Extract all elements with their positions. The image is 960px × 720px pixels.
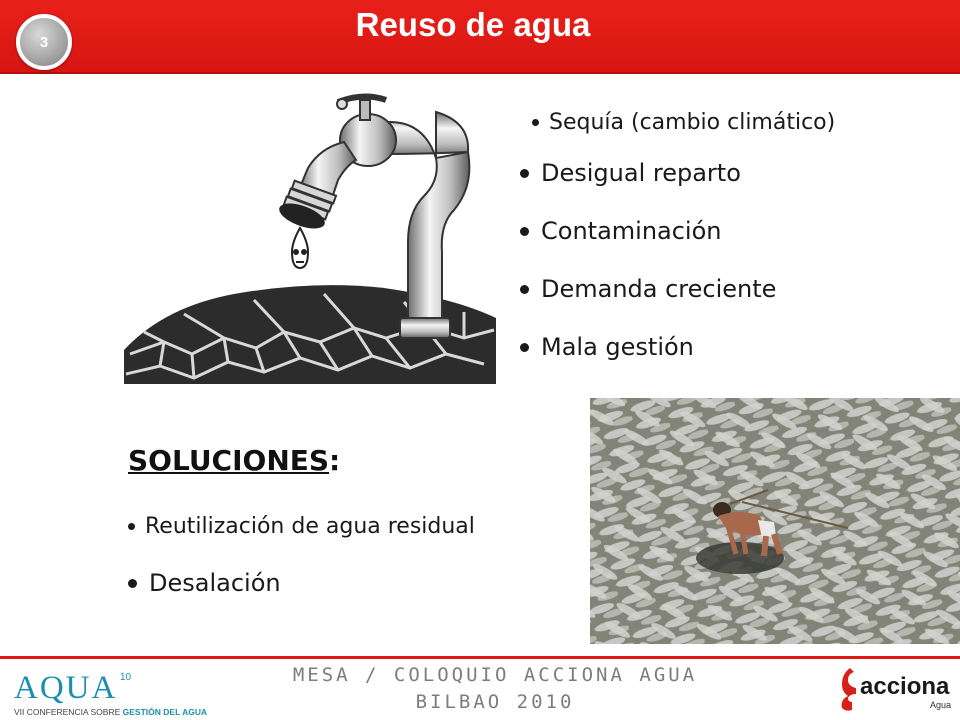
aqua-superscript: 10 xyxy=(120,672,132,683)
aqua-logo xyxy=(12,666,212,720)
list-item xyxy=(520,260,940,318)
footer-caption xyxy=(260,662,730,716)
bullet-icon xyxy=(128,579,137,588)
list-item-label: Desigual reparto xyxy=(541,159,741,187)
page-number-badge: 3 xyxy=(16,14,72,70)
list-item-label: Contaminación xyxy=(541,217,722,245)
list-item xyxy=(128,548,558,616)
list-item-label: Sequía (cambio climático) xyxy=(549,109,836,135)
solutions-heading-text: SOLUCIONES xyxy=(128,444,330,477)
header-bar xyxy=(0,0,960,74)
solutions-heading xyxy=(128,444,340,477)
list-item-label: Desalación xyxy=(149,569,281,597)
list-item xyxy=(128,504,558,548)
bullet-icon xyxy=(520,227,529,236)
acciona-wordmark: acciona xyxy=(860,673,950,700)
footer-line-2: BILBAO 2010 xyxy=(415,691,575,713)
acciona-mark-icon xyxy=(842,668,856,711)
list-item xyxy=(520,318,940,376)
acciona-subtitle: Agua xyxy=(930,700,952,710)
faucet-illustration xyxy=(124,92,496,384)
slide-title: Reuso de agua xyxy=(355,6,591,43)
solutions-list xyxy=(128,504,558,616)
footer-divider xyxy=(0,656,960,659)
list-item xyxy=(520,100,940,144)
list-item-label: Mala gestión xyxy=(541,333,694,361)
list-item-label: Demanda creciente xyxy=(541,275,777,303)
aqua-subtitle: VII CONFERENCIA SOBRE GESTIÓN DEL AGUA xyxy=(14,707,208,717)
list-item xyxy=(520,202,940,260)
bullet-icon xyxy=(128,523,135,530)
bullet-icon xyxy=(532,119,539,126)
footer-line-1: MESA / COLOQUIO ACCIONA AGUA xyxy=(292,664,698,686)
fish-photo xyxy=(590,398,960,644)
bullet-icon xyxy=(520,285,529,294)
problems-list xyxy=(520,100,940,376)
list-item-label: Reutilización de agua residual xyxy=(145,513,475,539)
aqua-wordmark: AQUA xyxy=(14,670,118,706)
bullet-icon xyxy=(520,169,529,178)
acciona-logo xyxy=(836,662,960,716)
bullet-icon xyxy=(520,343,529,352)
list-item xyxy=(520,144,940,202)
solutions-heading-colon: : xyxy=(329,444,341,477)
